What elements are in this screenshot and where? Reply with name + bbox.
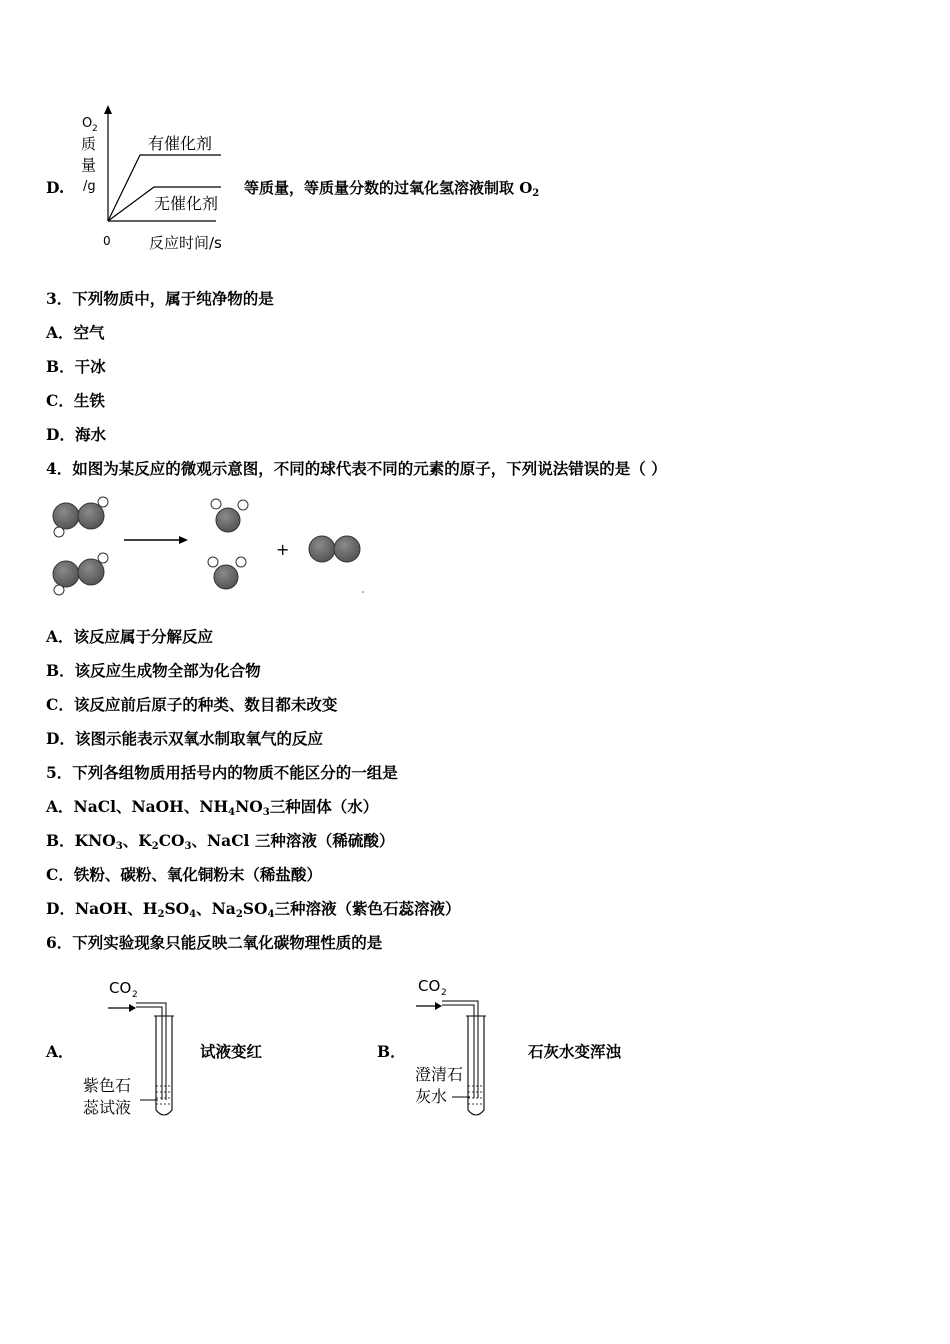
q5-option-b: B．$KNO_3$、$K_2CO_3$、NaCl 三种溶液（稀硫酸） <box>46 831 395 852</box>
q3-stem: 3．下列物质中，属于纯净物的是 <box>46 289 274 308</box>
y-label-3: /g <box>83 179 96 194</box>
q6-option-b-result: 石灰水变浑浊 <box>528 1042 622 1061</box>
q3-option-d: D．海水 <box>46 425 106 444</box>
plus-sign: + <box>276 540 290 559</box>
q3-option-c: C．生铁 <box>46 391 105 410</box>
y-label-1: 质 <box>81 135 97 153</box>
reaction-diagram <box>46 492 376 602</box>
q6-stem: 6．下列实验现象只能反映二氧化碳物理性质的是 <box>46 933 383 952</box>
co2-label-a: CO <box>109 979 132 997</box>
reagent-b-line-2: 灰水 <box>415 1087 448 1106</box>
q4-option-c: C．该反应前后原子的种类、数目都未改变 <box>46 695 338 714</box>
q5-option-c: C．铁粉、碳粉、氧化铜粉末（稀盐酸） <box>46 865 322 884</box>
q4-option-d: D．该图示能表示双氧水制取氧气的反应 <box>46 729 323 748</box>
y-label-sub: 2 <box>92 124 98 134</box>
q6-option-a-apparatus <box>78 972 188 1130</box>
x-label: 反应时间/s <box>149 234 222 252</box>
product-oxygen <box>309 536 360 562</box>
reactant-molecule-1 <box>53 497 108 537</box>
label-without-catalyst: 无催化剂 <box>154 194 219 213</box>
product-water-2 <box>208 557 246 589</box>
q5-stem: 5．下列各组物质用括号内的物质不能区分的一组是 <box>46 763 398 782</box>
reagent-a-line-1: 紫色石 <box>83 1076 132 1095</box>
co2-sub-a: 2 <box>132 990 138 1000</box>
label-with-catalyst: 有催化剂 <box>148 134 213 153</box>
q2-option-d-label: D. <box>46 178 65 197</box>
co2-label-b: CO <box>418 977 441 995</box>
catalyst-graph <box>76 103 236 253</box>
reagent-b-line-1: 澄清石 <box>415 1065 464 1084</box>
q6-option-b-apparatus <box>412 968 522 1126</box>
q3-option-b: B．干冰 <box>46 357 106 376</box>
product-water-1 <box>211 499 248 532</box>
reactant-molecule-2 <box>53 553 108 595</box>
q4-option-a: A．该反应属于分解反应 <box>46 627 214 646</box>
co2-sub-b: 2 <box>441 988 447 998</box>
q6-option-a-label: A． <box>46 1042 74 1061</box>
q5-option-a: A．NaCl、NaOH、$NH_4NO_3$三种固体（水） <box>46 797 379 818</box>
q3-option-a: A．空气 <box>46 323 105 342</box>
q4-stem: 4．如图为某反应的微观示意图，不同的球代表不同的元素的原子，下列说法错误的是（ ） <box>46 459 667 478</box>
y-label-2: 量 <box>81 156 97 174</box>
q5-option-d: D．NaOH、$H_2SO_4$、$Na_2SO_4$三种溶液（紫色石蕊溶液） <box>46 899 461 920</box>
reagent-a-line-2: 蕊试液 <box>83 1098 132 1117</box>
q6-option-a-result: 试液变红 <box>200 1042 263 1061</box>
origin-label: 0 <box>103 234 111 248</box>
q4-option-b: B．该反应生成物全部为化合物 <box>46 661 261 680</box>
y-label-o: O <box>82 116 93 131</box>
q2-option-d-text: 等质量，等质量分数的过氧化氢溶液制取 $O_2$ <box>244 179 540 199</box>
q6-option-b-label: B． <box>377 1042 406 1061</box>
